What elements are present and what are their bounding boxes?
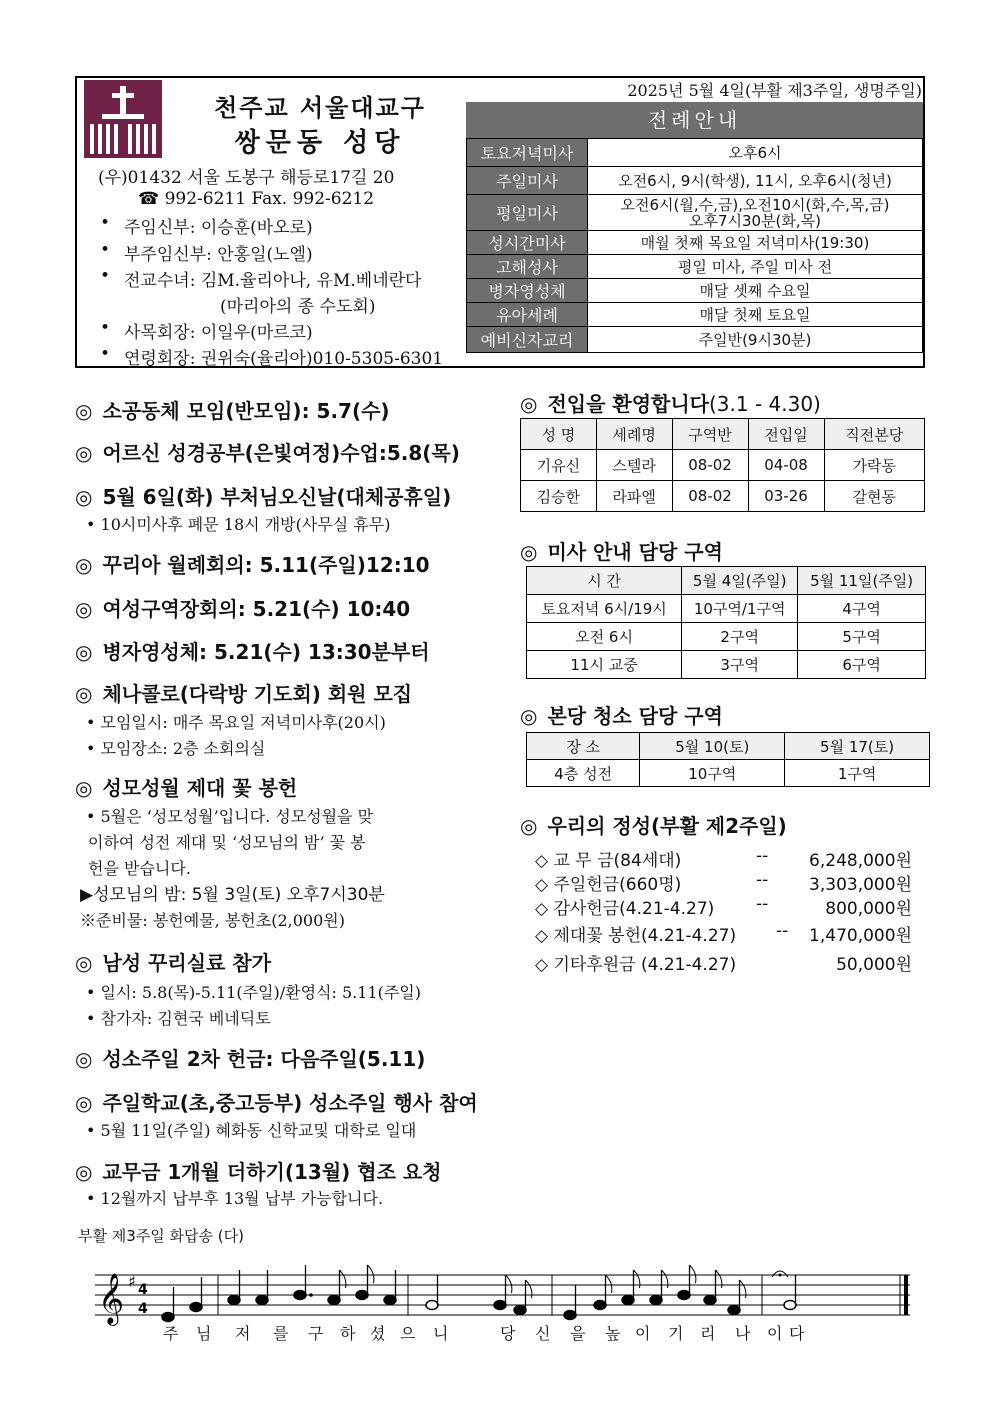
section-title: 여성구역장회의: 5.21(수) 10:40 [102, 597, 411, 621]
liturgy-key: 고해성사 [467, 255, 588, 279]
table-cell: 오전 6시 [527, 623, 682, 651]
welcome-table [520, 418, 925, 512]
liturgy-row [467, 139, 923, 167]
note-head [622, 1296, 634, 1305]
section-mark: ◎ [75, 640, 93, 664]
section-heading [75, 549, 430, 578]
note-head [294, 1291, 306, 1300]
note-head [650, 1296, 662, 1305]
cleaning-table [526, 732, 930, 787]
staff-text: 주임신부: 이승훈(바오로) [124, 218, 313, 238]
bullet-icon: • [100, 213, 111, 233]
liturgy-value-text-2: 오후7시30분(화,목) [688, 211, 822, 230]
note-flag [690, 1265, 696, 1283]
section-title: 성소주일 2차 헌금: 다음주일(5.11) [102, 1047, 426, 1071]
note-head [784, 1301, 796, 1310]
section-heading [75, 481, 451, 510]
lyric-syllable: 이 [767, 1324, 783, 1343]
welcome-period: (3.1 - 4.30) [708, 392, 821, 416]
table-row [527, 595, 926, 623]
table-header-cell: 5월 10(토) [640, 733, 785, 760]
section-mark: ◎ [75, 951, 93, 975]
section-mark: ◎ [520, 540, 538, 564]
table-header-cell: 전입일 [748, 419, 824, 450]
section-title: 소공동체 모임(반모임): 5.7(수) [102, 399, 390, 423]
section-title: 성모성월 제대 꽃 봉헌 [102, 776, 298, 800]
section-title: 주일학교(초,중고등부) 성소주일 행사 참여 [102, 1091, 478, 1115]
liturgy-key: 성시간미사 [467, 231, 588, 255]
offering-amount: 3,303,000원 [809, 875, 912, 895]
lyric-syllable: 님 [196, 1324, 212, 1343]
lyric-syllable: 저 [235, 1324, 251, 1343]
offering-label: ◇ 주일헌금(660명) [535, 875, 682, 895]
liturgy-key: 유아세례 [467, 303, 588, 327]
offering-label: ◇ 교 무 금(84세대) [535, 851, 682, 871]
table-cell: 토요저녁 6시/19시 [527, 595, 682, 623]
liturgy-key: 주일미사 [467, 167, 588, 195]
staff-text: 부주임신부: 안홍일(노엘) [124, 245, 313, 265]
church-title-1: 천주교 서울대교구 [214, 94, 426, 122]
table-header-cell: 시 간 [527, 567, 682, 595]
table-header-cell: 성 명 [521, 419, 597, 450]
table-cell: 가락동 [824, 450, 925, 481]
table-cell: 11시 교중 [527, 651, 682, 679]
church-logo [84, 80, 162, 158]
liturgy-value [588, 139, 923, 167]
table-cell: 08-02 [672, 481, 748, 512]
liturgy-row [467, 167, 923, 195]
note-head [494, 1301, 506, 1310]
staff-text: 연령회장: 권위숙(율리아)010-5305-6301 [124, 349, 444, 369]
liturgy-key: 예비신자교리 [467, 327, 588, 353]
liturgy-value-text: 오후6시 [728, 143, 782, 162]
offering-label: ◇ 제대꽃 봉헌(4.21-4.27) [535, 926, 737, 946]
liturgy-value-text: 매달 셋째 수요일 [699, 281, 811, 300]
liturgy-value-text: 매월 첫째 목요일 저녁미사(19:30) [640, 233, 870, 252]
table-cell: 5구역 [798, 623, 926, 651]
offering-sep: -- [756, 894, 769, 914]
mass-guide-table [526, 566, 926, 679]
liturgy-row [467, 255, 923, 279]
lyric-syllable: 다 [789, 1324, 805, 1343]
church-address: (우)01432 서울 도봉구 해등로17길 20 [98, 168, 395, 188]
table-header-cell: 5월 17(토) [785, 733, 930, 760]
table-header-row [527, 567, 926, 595]
offering-sep: -- [776, 921, 789, 941]
liturgy-date: 2025년 5월 4일(부활 제3주일, 생명주일) [627, 81, 922, 100]
lyric-syllable: 으 [400, 1324, 416, 1343]
bullet-icon: • [100, 240, 111, 260]
section-heading [75, 593, 410, 622]
liturgy-value [588, 195, 923, 231]
note-head [328, 1296, 340, 1305]
section-detail: • 참가자: 김현국 베네딕토 [86, 1009, 271, 1028]
lyric-syllable: 셨 [370, 1324, 386, 1343]
table-cell: 6구역 [798, 651, 926, 679]
lyric-syllable: 구 [308, 1324, 324, 1343]
table-cell: 1구역 [785, 760, 930, 787]
section-title: 어르신 성경공부(은빛여정)수업:5.8(목) [102, 441, 460, 465]
liturgy-key: 토요저녁미사 [467, 139, 588, 167]
liturgy-value-text: 주일반(9시30분) [698, 330, 812, 349]
section-mark: ◎ [520, 704, 538, 728]
offering-heading [520, 810, 787, 839]
lyric-syllable: 이 [635, 1324, 651, 1343]
table-row [527, 651, 926, 679]
liturgy-row [467, 231, 923, 255]
liturgy-row [467, 195, 923, 231]
lyric-syllable: 나 [735, 1324, 751, 1343]
section-heading [75, 1043, 425, 1072]
offering-label: ◇ 감사헌금(4.21-4.27) [535, 899, 715, 919]
bullet-icon: • [100, 344, 111, 364]
liturgy-value [588, 255, 923, 279]
svg-text:4: 4 [138, 1301, 148, 1317]
note-head [704, 1296, 716, 1305]
staff-text: 전교수녀: 김M.율리아나, 유M.베네란다 [124, 271, 422, 291]
lyric-syllable: 기 [668, 1324, 684, 1343]
note-flag [606, 1275, 612, 1293]
svg-text:4: 4 [138, 1282, 148, 1298]
lyric-syllable: 을 [570, 1324, 586, 1343]
section-detail: • 12월까지 납부후 13월 납부 가능합니다. [86, 1189, 384, 1208]
section-title: 체나콜로(다락방 기도회) 회원 모집 [102, 682, 413, 706]
table-cell: 기유신 [521, 450, 597, 481]
staff-item [100, 240, 313, 265]
table-cell: 4구역 [798, 595, 926, 623]
staff-item: (마리아의 종 수도회) [220, 297, 376, 317]
liturgy-value-text: 오전6시(월,수,금),오전10시(화,수,목,금) [620, 195, 890, 214]
liturgy-value [588, 231, 923, 255]
section-detail: 이하여 성전 제대 및 ‘성모님의 밤’ 꽃 봉 [88, 833, 366, 852]
offering-amount: 50,000원 [836, 955, 912, 975]
offering-amount: 1,470,000원 [809, 926, 912, 946]
staff-item [100, 318, 313, 343]
note-head [594, 1301, 606, 1310]
liturgy-title: 전례안내 [466, 102, 923, 138]
section-mark: ◎ [75, 776, 93, 800]
staff-item [100, 213, 313, 238]
note-head [256, 1296, 268, 1305]
table-header-cell: 구역반 [672, 419, 748, 450]
staff-text: 사목회장: 이일우(마르코) [124, 323, 313, 343]
table-row [527, 760, 930, 787]
section-detail: • 모임장소: 2층 소회의실 [86, 739, 266, 758]
sharp-icon: ♯ [128, 1272, 136, 1291]
table-cell: 4층 성전 [527, 760, 640, 787]
psalm-title: 부활 제3주일 화답송 (다) [78, 1227, 244, 1245]
section-mark: ◎ [75, 399, 93, 423]
offering-label: ◇ 기타후원금 (4.21-4.27) [535, 955, 737, 975]
offering-title: 우리의 정성(부활 제2주일) [547, 814, 787, 838]
welcome-heading [520, 388, 821, 417]
section-title: 꾸리아 월례회의: 5.11(주일)12:10 [102, 553, 430, 577]
liturgy-value-text: 오전6시, 9시(학생), 11시, 오후6시(청년) [618, 171, 892, 190]
church-phone: ☎ 992-6211 Fax. 992-6212 [138, 189, 375, 209]
table-row [527, 623, 926, 651]
liturgy-value-text: 평일 미사, 주일 미사 전 [677, 257, 833, 276]
section-detail: • 모임일시: 매주 목요일 저녁미사후(20시) [86, 713, 386, 732]
table-cell: 10구역 [640, 760, 785, 787]
liturgy-row [467, 279, 923, 303]
liturgy-value [588, 279, 923, 303]
section-mark: ◎ [75, 441, 93, 465]
lyric-syllable: 신 [535, 1324, 551, 1343]
section-detail: • 10시미사후 폐문 18시 개방(사무실 휴무) [86, 515, 391, 534]
section-detail: ▶성모님의 밤: 5월 3일(토) 오후7시30분 [80, 885, 385, 905]
section-detail: • 5월은 ‘성모성월’입니다. 성모성월을 맞 [86, 807, 374, 826]
mass-guide-heading [520, 536, 723, 565]
lyric-syllable: 리 [700, 1324, 716, 1343]
note-dot [309, 1293, 313, 1297]
liturgy-value [588, 167, 923, 195]
offering-sep: -- [756, 870, 769, 890]
table-cell: 갈현동 [824, 481, 925, 512]
section-mark: ◎ [75, 1047, 93, 1071]
liturgy-row [467, 303, 923, 327]
section-heading [75, 947, 271, 976]
note-head [426, 1301, 438, 1310]
section-mark: ◎ [75, 553, 93, 577]
table-cell: 03-26 [748, 481, 824, 512]
section-detail: • 일시: 5.8(목)-5.11(주일)/환영식: 5.11(주일) [86, 983, 421, 1002]
liturgy-row [467, 327, 923, 353]
liturgy-key: 평일미사 [467, 195, 588, 231]
table-header-cell: 5월 4일(주일) [682, 567, 798, 595]
offering-sep: -- [756, 846, 769, 866]
section-title: 5월 6일(화) 부처님오신날(대체공휴일) [102, 485, 452, 509]
staff-item [100, 344, 443, 369]
section-mark: ◎ [75, 597, 93, 621]
liturgy-value [588, 303, 923, 327]
section-heading [75, 1087, 478, 1116]
note-head [190, 1303, 202, 1312]
table-header-cell: 직전본당 [824, 419, 925, 450]
church-title-2: 쌍문동 성당 [234, 128, 406, 158]
section-title: 교무금 1개월 더하기(13월) 협조 요청 [102, 1160, 442, 1184]
cleaning-heading [520, 700, 723, 729]
treble-clef-icon: 𝄞 [98, 1273, 125, 1324]
mass-guide-title: 미사 안내 담당 구역 [547, 540, 723, 564]
table-cell: 04-08 [748, 450, 824, 481]
table-row [521, 481, 925, 512]
bullet-icon: • [100, 318, 111, 338]
table-cell: 김승한 [521, 481, 597, 512]
section-heading [75, 678, 412, 707]
cleaning-title: 본당 청소 담당 구역 [547, 704, 723, 728]
lyric-syllable: 를 [273, 1324, 289, 1343]
liturgy-table [466, 138, 923, 353]
table-cell: 스텔라 [596, 450, 672, 481]
offering-amount: 6,248,000원 [809, 851, 912, 871]
table-cell: 08-02 [672, 450, 748, 481]
lyric-syllable: 당 [500, 1324, 516, 1343]
section-detail: 헌을 받습니다. [88, 859, 191, 878]
liturgy-key: 병자영성체 [467, 279, 588, 303]
table-cell: 10구역/1구역 [682, 595, 798, 623]
section-mark: ◎ [75, 1160, 93, 1184]
bullet-icon: • [100, 266, 111, 286]
section-mark: ◎ [75, 682, 93, 706]
note-head [356, 1291, 368, 1300]
table-header-cell: 5월 11일(주일) [798, 567, 926, 595]
table-header-cell: 세례명 [596, 419, 672, 450]
lyric-syllable: 하 [340, 1324, 356, 1343]
lyric-syllable: 주 [163, 1324, 179, 1343]
section-detail: • 5월 11일(주일) 혜화동 신학교및 대학로 일대 [86, 1121, 417, 1140]
table-row [521, 450, 925, 481]
lyric-syllable: 니 [433, 1324, 449, 1343]
offering-amount: 800,000원 [825, 899, 912, 919]
section-title: 병자영성체: 5.21(수) 13:30분부터 [102, 640, 430, 664]
section-heading [75, 395, 390, 424]
section-mark: ◎ [520, 392, 538, 416]
section-mark: ◎ [75, 1091, 93, 1115]
table-cell: 2구역 [682, 623, 798, 651]
note-head [228, 1296, 240, 1305]
note-flag [506, 1275, 512, 1293]
note-flag [368, 1265, 374, 1283]
note-head [678, 1291, 690, 1300]
welcome-title: 전입을 환영합니다 [547, 392, 709, 416]
table-header-cell: 장 소 [527, 733, 640, 760]
liturgy-value-text: 매달 첫째 토요일 [699, 305, 811, 324]
table-cell: 라파엘 [596, 481, 672, 512]
liturgy-value [588, 327, 923, 353]
table-cell: 3구역 [682, 651, 798, 679]
staff-item [100, 266, 421, 291]
section-heading [75, 437, 460, 466]
note-group [162, 1265, 796, 1322]
note-head [728, 1306, 740, 1315]
section-heading [75, 636, 430, 665]
section-mark: ◎ [520, 814, 538, 838]
note-head [514, 1306, 526, 1315]
table-header-row [527, 733, 930, 760]
lyric-syllable: 높 [605, 1324, 621, 1343]
section-mark: ◎ [75, 485, 93, 509]
section-title: 남성 꾸리실료 참가 [102, 951, 271, 975]
note-head [564, 1311, 576, 1320]
section-heading [75, 1156, 442, 1185]
section-detail: ※준비물: 봉헌예물, 봉헌초(2,000원) [80, 911, 345, 930]
section-heading [75, 772, 297, 801]
table-header-row [521, 419, 925, 450]
note-head [384, 1296, 396, 1305]
